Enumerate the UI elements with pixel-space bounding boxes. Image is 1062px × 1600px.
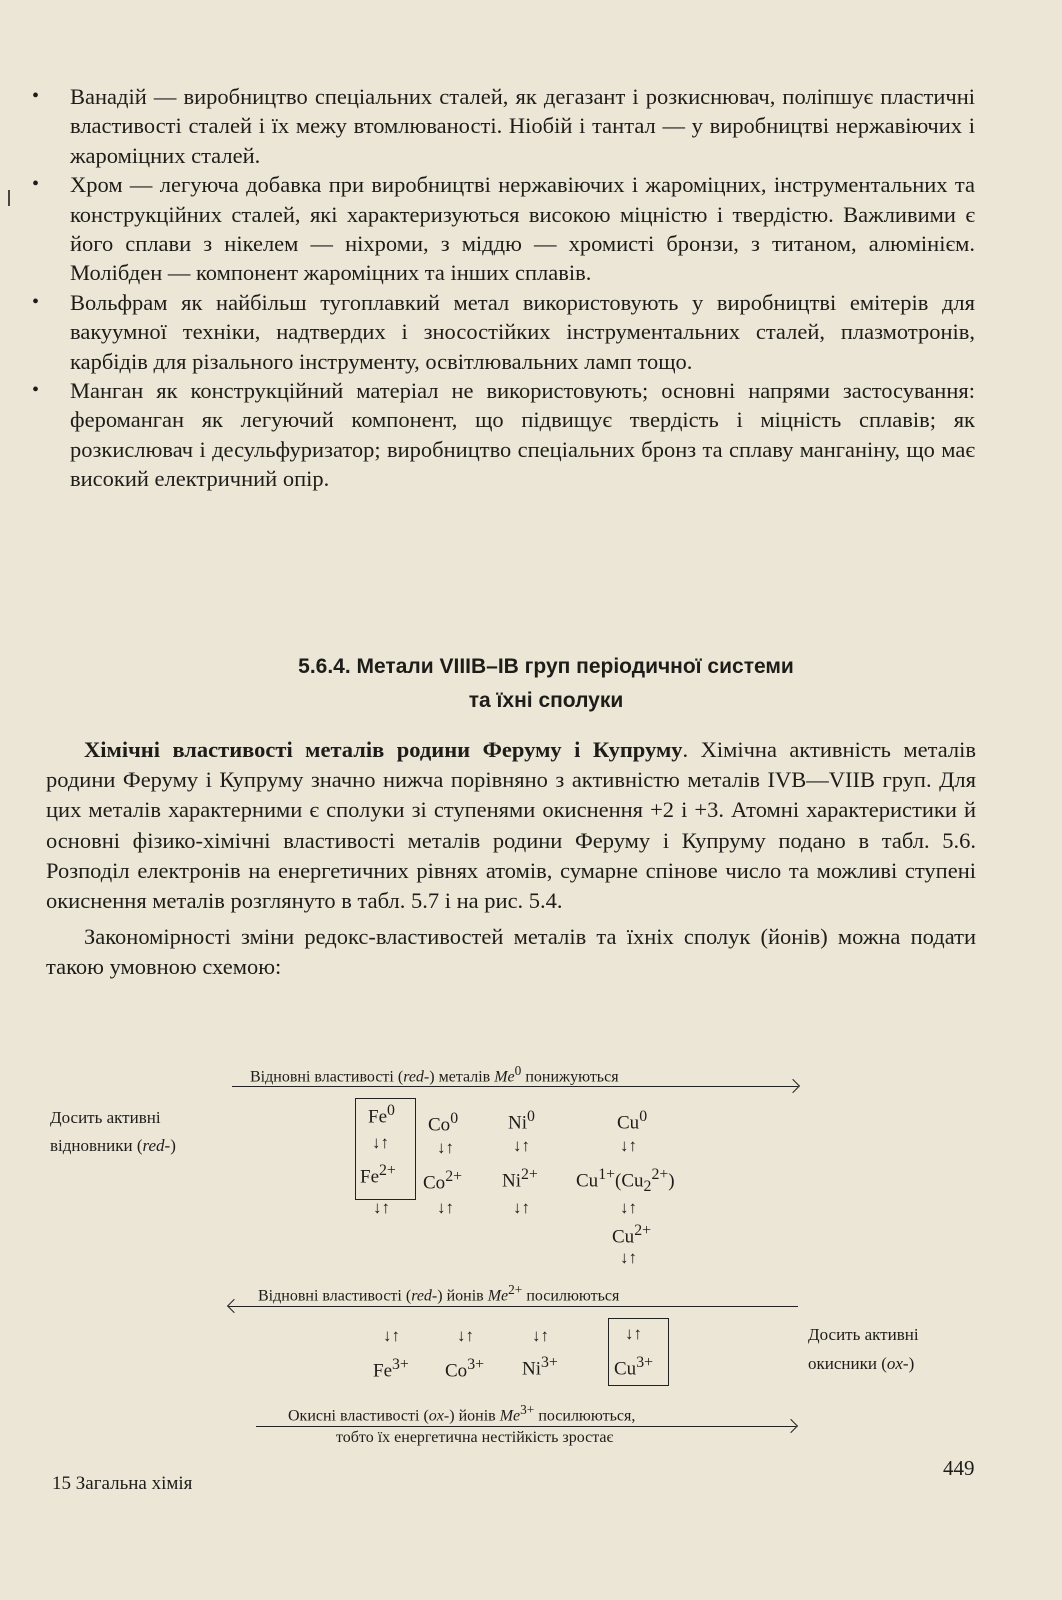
bullet-item-chromium — [30, 170, 975, 288]
section-title-line-1: 5.6.4. Метали VIIIB–IB груп періодичної системи — [298, 655, 794, 678]
left-label-reducers-1: Досить активні — [50, 1108, 161, 1127]
bottom-arrow-line — [256, 1426, 796, 1427]
bullet-item-vanadium — [30, 82, 975, 170]
paragraph-redox-intro: Закономірності зміни редокс-властивостей металів та їхніх сполук (йонів) можна подати такою умовною схемою: — [46, 924, 976, 980]
paragraph-chemical-properties — [46, 735, 976, 916]
ion-co3: $Co^{3+}$ — [445, 1356, 485, 1382]
top-arrow-label: Відновні властивості (red-) металів Me$^0$ понижуються — [250, 1063, 619, 1086]
ion-fe3: $Fe^{3+}$ — [373, 1356, 409, 1382]
ion-fe2: $Fe^{2+}$ — [360, 1162, 396, 1188]
arrow-cu-4: ↓↑ — [625, 1324, 642, 1343]
right-label-oxidizers-1: Досить активні — [808, 1325, 919, 1344]
redox-scheme — [0, 1060, 1062, 1460]
metal-cu0: Cu$^0$ — [617, 1108, 648, 1134]
bullet-dot-icon: • — [32, 173, 40, 196]
arrow-fe-1: ↓↑ — [372, 1133, 389, 1152]
middle-arrow-label: Відновні властивості (red-) йонів $Me^{2+}$ посилюються — [258, 1282, 620, 1305]
section-title-line-2: та їхні сполуки — [468, 689, 624, 712]
metal-co0: Co$^0$ — [428, 1110, 459, 1136]
ion-ni2: $Ni^{2+}$ — [502, 1166, 538, 1192]
arrow-co-2: ↓↑ — [437, 1198, 454, 1217]
bullet-dot-icon: • — [32, 290, 40, 313]
arrow-cu-1: ↓↑ — [620, 1136, 637, 1155]
bullet-dot-icon: • — [32, 85, 40, 107]
bullet-dot-icon: • — [32, 379, 40, 402]
arrow-co-1: ↓↑ — [437, 1138, 454, 1157]
bullet-item-tungsten — [30, 288, 975, 376]
bottom-arrow-label: Окисні властивості (ox-) йонів $Me^{3+}$ посилюються, — [288, 1402, 636, 1425]
arrow-cu-3: ↓↑ — [620, 1248, 637, 1267]
paragraph-lead: Хімічні властивості металів родини Феруму і Купруму — [84, 737, 683, 762]
bottom-arrow-head-icon — [784, 1419, 798, 1433]
ion-co2: $Co^{2+}$ — [423, 1168, 463, 1194]
top-arrow-line — [232, 1086, 798, 1087]
bullet-text: Вольфрам як найбільш тугоплавкий метал використовують у виробництві емітерів для вакуумної техніки, надтвердих і зносостійких інструментальних сталей, плазмотронів, карбідів для різального інструменту, освітлювальних ламп тощо. — [70, 289, 975, 374]
bullet-list — [30, 82, 975, 494]
ion-cu2: $Cu^{2+}$ — [612, 1222, 652, 1248]
paragraph-text: . Хімічна активність металів родини Феруму і Купруму значно нижча порівняно з активністю металів IVB—VIIB груп. Для цих металів характерними є сполуки зі ступенями окиснення +2 і +3. Атомні характеристики й основні фізико-хімічні властивості металів родини Феруму і Купруму подано в табл. 5.6. Розподіл електронів на енергетичних рівнях атомів, сумарне спінове число та можливі ступені окиснення металів розглянуто в табл. 5.7 і на рис. 5.4. — [46, 737, 976, 914]
arrow-fe-3: ↓↑ — [383, 1326, 400, 1345]
bullet-text: Хром — легуюча добавка при виробництві нержавіючих і жароміцних, інструментальних та конструкційних сталей, які характеризуються високою міцністю і твердістю. Важливими є його сплави з нікелем — ніхроми, з міддю — хромисті бронзи, з титаном, алюмінієм. Молібден — компонент жароміцних та інших сплавів. — [70, 172, 975, 286]
left-label-reducers-2: відновники (red-) — [50, 1136, 176, 1155]
metal-fe0: Fe$^0$ — [368, 1102, 395, 1128]
page-number: 449 — [943, 1456, 975, 1480]
section-heading — [0, 650, 1062, 718]
middle-arrow-head-icon — [227, 1299, 241, 1313]
arrow-co-3: ↓↑ — [457, 1326, 474, 1345]
ion-ni3: $Ni^{3+}$ — [522, 1354, 558, 1380]
ion-cu1: $Cu^{1+}(Cu_2^{2+})$ — [576, 1166, 675, 1196]
metal-ni0: Ni$^0$ — [508, 1108, 535, 1134]
arrow-ni-2: ↓↑ — [513, 1198, 530, 1217]
top-arrow-head-icon — [786, 1079, 800, 1093]
middle-arrow-line — [228, 1306, 798, 1307]
arrow-cu-2: ↓↑ — [620, 1198, 637, 1217]
bullet-item-manganese — [30, 376, 975, 494]
bottom-arrow-label-line-2: тобто їх енергетична нестійкість зростає — [336, 1429, 614, 1446]
body-text — [46, 735, 976, 983]
footer-signature: 15 Загальна хімія — [52, 1473, 193, 1494]
bullet-text: Ванадій — виробництво спеціальних сталей, як дегазант і розкиснювач, поліпшує пластичні властивості сталей і їх межу втомлюваності. Ніобій і тантал — у виробництві нержавіючих і жароміцних сталей. — [70, 84, 975, 168]
ion-cu3: $Cu^{3+}$ — [614, 1354, 654, 1380]
bullet-text: Манган як конструкційний матеріал не використовують; основні напрями застосування: фероманган як легуючий компонент, що підвищує твердість і міцність сплавів; як розкислювач і десульфуризатор; виробництво спеціальних бронз та сплаву манганіну, що має високий електричний опір. — [70, 378, 975, 492]
arrow-ni-1: ↓↑ — [513, 1136, 530, 1155]
arrow-ni-3: ↓↑ — [532, 1326, 549, 1345]
arrow-fe-2: ↓↑ — [373, 1198, 390, 1217]
scan-edge-mark — [8, 190, 10, 206]
right-label-oxidizers-2: окисники (ox-) — [808, 1354, 915, 1373]
